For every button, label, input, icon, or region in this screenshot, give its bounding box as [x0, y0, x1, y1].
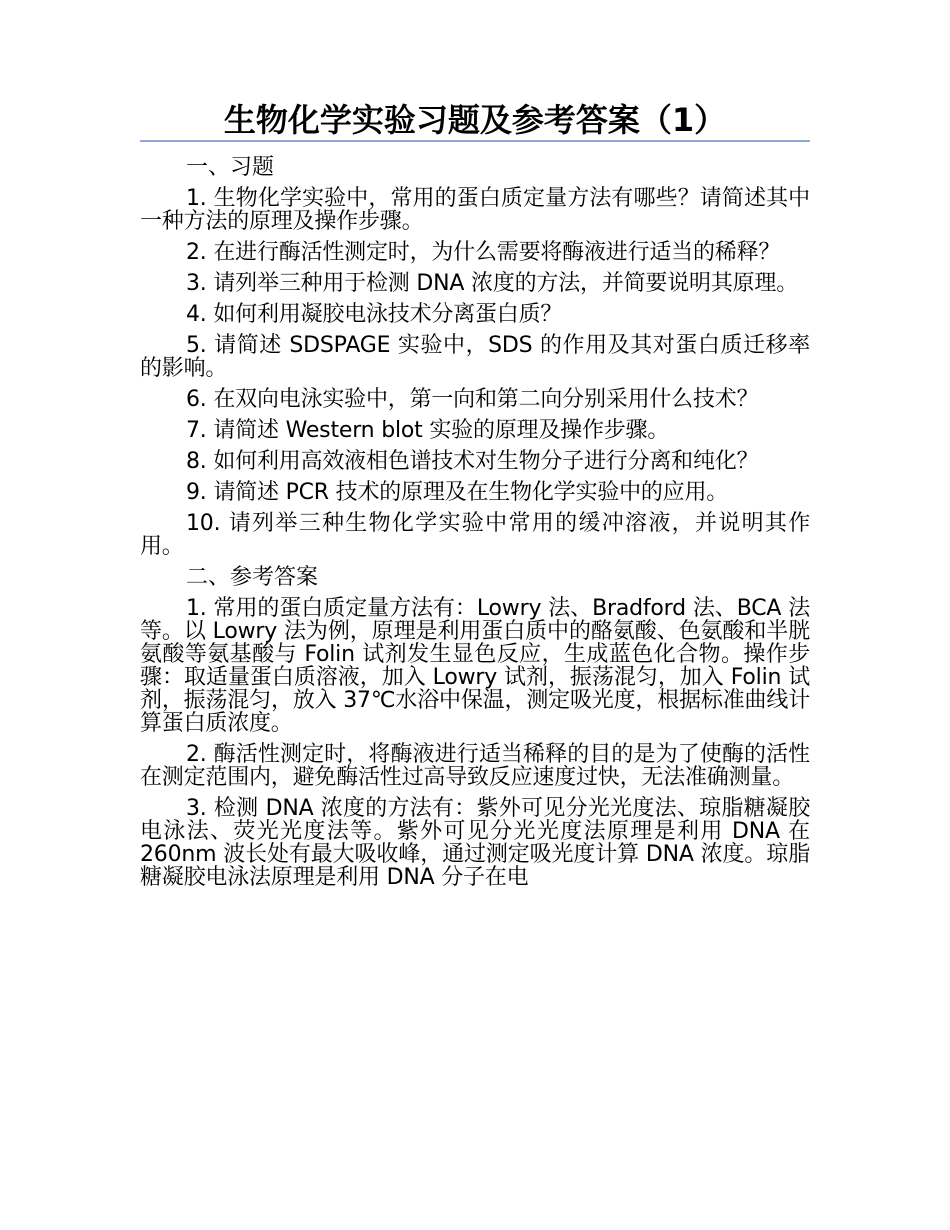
question-item: 2. 在进行酶活性测定时，为什么需要将酶液进行适当的稀释？ [186, 240, 781, 265]
title-underline [140, 140, 810, 142]
question-item: 10. 请列举三种生物化学实验中常用的缓冲溶液，并说明其作用。 [140, 511, 810, 559]
question-item: 6. 在双向电泳实验中，第一向和第二向分别采用什么技术？ [186, 387, 759, 412]
question-item: 4. 如何利用凝胶电泳技术分离蛋白质？ [186, 302, 563, 327]
question-item: 3. 请列举三种用于检测 DNA 浓度的方法，并简要说明其原理。 [186, 271, 799, 296]
section-heading-answers: 二、参考答案 [186, 565, 319, 590]
question-item: 1. 生物化学实验中，常用的蛋白质定量方法有哪些？请简述其中一种方法的原理及操作步骤。 [140, 186, 810, 234]
answer-item: 3. 检测 DNA 浓度的方法有：紫外可见分光光度法、琼脂糖凝胶电泳法、荧光光度法等。紫外可见分光光度法原理是利用 DNA 在 260nm 波长处有最大吸收峰，通过测定吸光度计算 DNA 浓度。琼脂糖凝胶电泳法原理是利用 DNA 分子在电 [140, 796, 810, 890]
document-page [140, 100, 810, 897]
question-item: 7. 请简述 Western blot 实验的原理及操作步骤。 [186, 418, 670, 443]
answer-item: 2. 酶活性测定时，将酶液进行适当稀释的目的是为了使酶的活性在测定范围内，避免酶活性过高导致反应速度过快，无法准确测量。 [140, 742, 810, 790]
answer-item: 1. 常用的蛋白质定量方法有：Lowry 法、Bradford 法、BCA 法等。以 Lowry 法为例，原理是利用蛋白质中的酪氨酸、色氨酸和半胱氨酸等氨基酸与 Folin 试剂发生显色反应，生成蓝色化合物。操作步骤：取适量蛋白质溶液，加入 Lowry 试剂，振荡混匀，加入 Folin 试剂，振荡混匀，放入 37℃水浴中保温，测定吸光度，根据标准曲线计算蛋白质浓度。 [140, 596, 810, 736]
question-item: 9. 请简述 PCR 技术的原理及在生物化学实验中的应用。 [186, 480, 729, 505]
question-item: 8. 如何利用高效液相色谱技术对生物分子进行分离和纯化？ [186, 449, 759, 474]
section-heading-exercises: 一、习题 [186, 155, 275, 180]
question-item: 5. 请简述 SDSPAGE 实验中，SDS 的作用及其对蛋白质迁移率的影响。 [140, 333, 810, 381]
page-title: 生物化学实验习题及参考答案（1） [223, 101, 727, 139]
